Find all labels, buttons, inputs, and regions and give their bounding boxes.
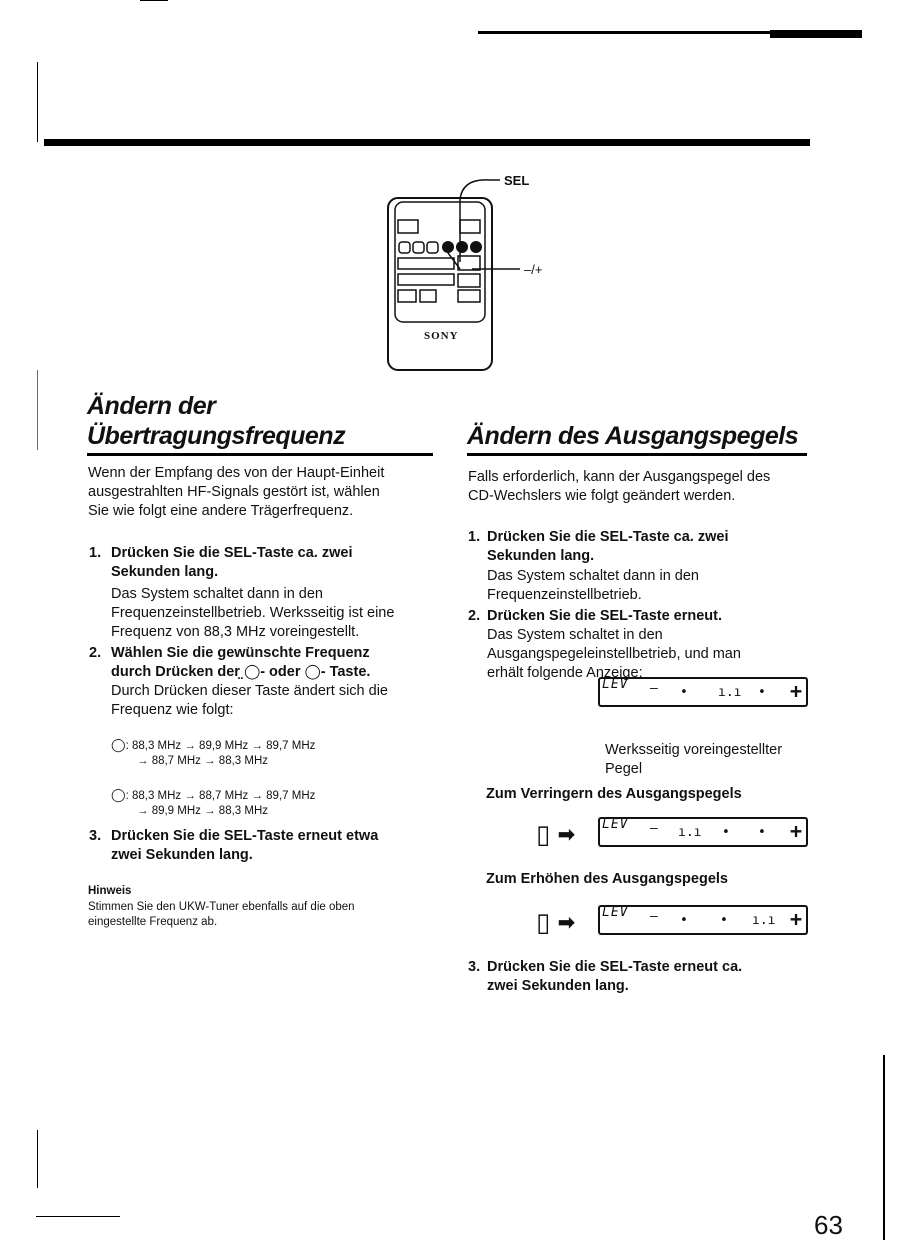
- right-step2-body: [487, 626, 817, 683]
- text-line: → 89,9 MHz → 88,3 MHz: [137, 805, 269, 817]
- remote-minus-plus-label: –/+: [524, 262, 543, 277]
- text-line: Sekunden lang.: [111, 564, 219, 580]
- text-line: Pegel: [605, 761, 643, 777]
- remote-sel-label: SEL: [504, 173, 530, 188]
- lcd-plus: +: [789, 679, 802, 703]
- text-fragment: durch Drücken der: [111, 664, 240, 680]
- lcd-lev-label: LEV: [602, 677, 629, 692]
- lcd-dot: •: [758, 825, 766, 840]
- text-line: zwei Sekunden lang.: [111, 847, 253, 863]
- text-line: Wenn der Empfang des von der Haupt-Einheit: [88, 465, 385, 481]
- right-step3-number: 3.: [468, 959, 481, 975]
- right-step1-number: 1.: [468, 529, 481, 545]
- lcd-dot: •: [680, 913, 688, 928]
- text-line: [111, 788, 441, 804]
- right-step1-body: [487, 567, 817, 605]
- text-line: → 88,7 MHz → 88,3 MHz: [137, 755, 269, 767]
- right-intro: [468, 468, 813, 506]
- left-step2-heading: [111, 644, 441, 682]
- lcd-dot: •: [680, 685, 688, 700]
- lcd-plus: +: [789, 819, 802, 843]
- text-line: Stimmen Sie den UKW-Tuner ebenfalls auf die oben: [88, 901, 355, 913]
- right-step3-heading: [487, 958, 817, 996]
- lcd-level-marker: ı.ı: [752, 913, 776, 928]
- remote-brand: SONY: [424, 330, 459, 342]
- top-short-rule: [140, 0, 168, 1]
- text-line: Ausgangspegeleinstellbetrieb, und man: [487, 646, 741, 662]
- left-margin-line: [37, 1130, 38, 1188]
- lcd-level-marker: ı.ı: [718, 685, 742, 700]
- text-fragment: - oder: [260, 664, 301, 680]
- text-line: Frequenz wie folgt:: [111, 702, 234, 718]
- text-line: Frequenzeinstellbetrieb.: [487, 587, 642, 603]
- text-fragment: : 88,3 MHz → 88,7 MHz → 89,7 MHz: [125, 790, 316, 802]
- left-margin-line: [37, 62, 38, 142]
- lcd-lev-label: LEV: [602, 817, 629, 832]
- text-line: Drücken Sie die SEL-Taste erneut etwa: [111, 828, 379, 844]
- top-right-rule-thick: [770, 30, 862, 38]
- remote-control-illustration: [380, 170, 560, 375]
- text-fragment: - Taste.: [320, 664, 371, 680]
- left-intro: [88, 464, 438, 521]
- header-rule: [44, 139, 810, 146]
- text-line: Drücken Sie die SEL-Taste ca. zwei: [111, 545, 353, 561]
- text-line: eingestellte Frequenz ab.: [88, 916, 218, 928]
- right-step2-number: 2.: [468, 608, 481, 624]
- text-line: Drücken Sie die SEL-Taste ca. zwei: [487, 529, 729, 545]
- plus-knob-icon: ▯: [536, 908, 551, 938]
- plus-sequence: [111, 788, 441, 819]
- right-step2-heading: Drücken Sie die SEL-Taste erneut.: [487, 608, 723, 624]
- lcd-level-marker: ı.ı: [678, 825, 702, 840]
- left-title-line2: Übertragungsfrequenz: [87, 422, 346, 450]
- text-line: [111, 738, 441, 754]
- right-title-rule: [467, 453, 807, 456]
- text-line: ausgestrahlten HF-Signals gestört ist, wählen: [88, 484, 380, 500]
- lcd-minus: –: [650, 681, 658, 696]
- arrow-icon: ➡: [558, 824, 575, 846]
- lcd-caption: [605, 741, 782, 779]
- left-step1-body: [111, 585, 441, 642]
- left-step2-body: [111, 682, 441, 720]
- text-line: Das System schaltet dann in den: [111, 586, 323, 602]
- lcd-display-default: [598, 677, 808, 707]
- left-title-rule: [87, 453, 433, 456]
- lcd-lev-label: LEV: [602, 905, 629, 920]
- right-margin-line: [883, 1055, 885, 1240]
- arrow-icon: ➡: [558, 912, 575, 934]
- left-step1-heading: [111, 544, 353, 582]
- text-fragment: : 88,3 MHz → 89,9 MHz → 89,7 MHz: [125, 740, 316, 752]
- left-step3-number: 3.: [89, 828, 102, 844]
- minus-sequence: [111, 738, 441, 769]
- note-heading: Hinweis: [88, 885, 132, 897]
- left-step1-number: 1.: [89, 545, 102, 561]
- left-step2-number: 2.: [89, 645, 102, 661]
- left-step3-heading: [111, 827, 441, 865]
- text-line: Falls erforderlich, kann der Ausgangspegel des: [468, 469, 771, 485]
- minus-knob-icon: ̤◯: [243, 664, 261, 680]
- lcd-dot: •: [722, 825, 730, 840]
- text-line: Frequenzeinstellbetrieb. Werksseitig ist eine: [111, 605, 395, 621]
- lcd-minus: –: [650, 909, 658, 924]
- increase-heading: Zum Erhöhen des Ausgangspegels: [486, 871, 728, 887]
- plus-knob-icon: ◯: [111, 788, 126, 803]
- text-line: Wählen Sie die gewünschte Frequenz: [111, 645, 370, 661]
- minus-knob-icon: ▯: [536, 820, 551, 850]
- text-line: Sekunden lang.: [487, 548, 595, 564]
- text-line: zwei Sekunden lang.: [487, 978, 629, 994]
- note-body: [88, 900, 428, 930]
- text-line: erhält folgende Anzeige:: [487, 665, 643, 681]
- bottom-left-rule: [36, 1216, 120, 1217]
- lcd-plus: +: [789, 907, 802, 931]
- text-line: Sie wie folgt eine andere Trägerfrequenz.: [88, 503, 354, 519]
- left-margin-line: [37, 370, 38, 450]
- text-line: Werksseitig voreingestellter: [605, 742, 783, 758]
- lcd-minus: –: [650, 821, 658, 836]
- page-number: 63: [814, 1210, 843, 1240]
- text-line: Das System schaltet dann in den: [487, 568, 699, 584]
- text-line: Das System schaltet in den: [487, 627, 663, 643]
- left-title-line1: Ändern der: [87, 392, 216, 420]
- text-line: [111, 663, 441, 682]
- text-line: CD-Wechslers wie folgt geändert werden.: [468, 488, 736, 504]
- decrease-heading: Zum Verringern des Ausgangspegels: [486, 786, 742, 802]
- lcd-dot: •: [758, 685, 766, 700]
- text-line: Drücken Sie die SEL-Taste erneut ca.: [487, 959, 743, 975]
- text-line: Durch Drücken dieser Taste ändert sich die: [111, 683, 388, 699]
- lcd-display-increased: [598, 905, 808, 935]
- minus-knob-icon: ◯: [111, 738, 126, 753]
- right-step1-heading: [487, 528, 817, 566]
- right-title: Ändern des Ausgangspegels: [467, 422, 799, 450]
- plus-knob-icon: ◯: [304, 664, 321, 680]
- lcd-dot: •: [720, 913, 728, 928]
- lcd-display-decreased: [598, 817, 808, 847]
- text-line: Frequenz von 88,3 MHz voreingestellt.: [111, 624, 360, 640]
